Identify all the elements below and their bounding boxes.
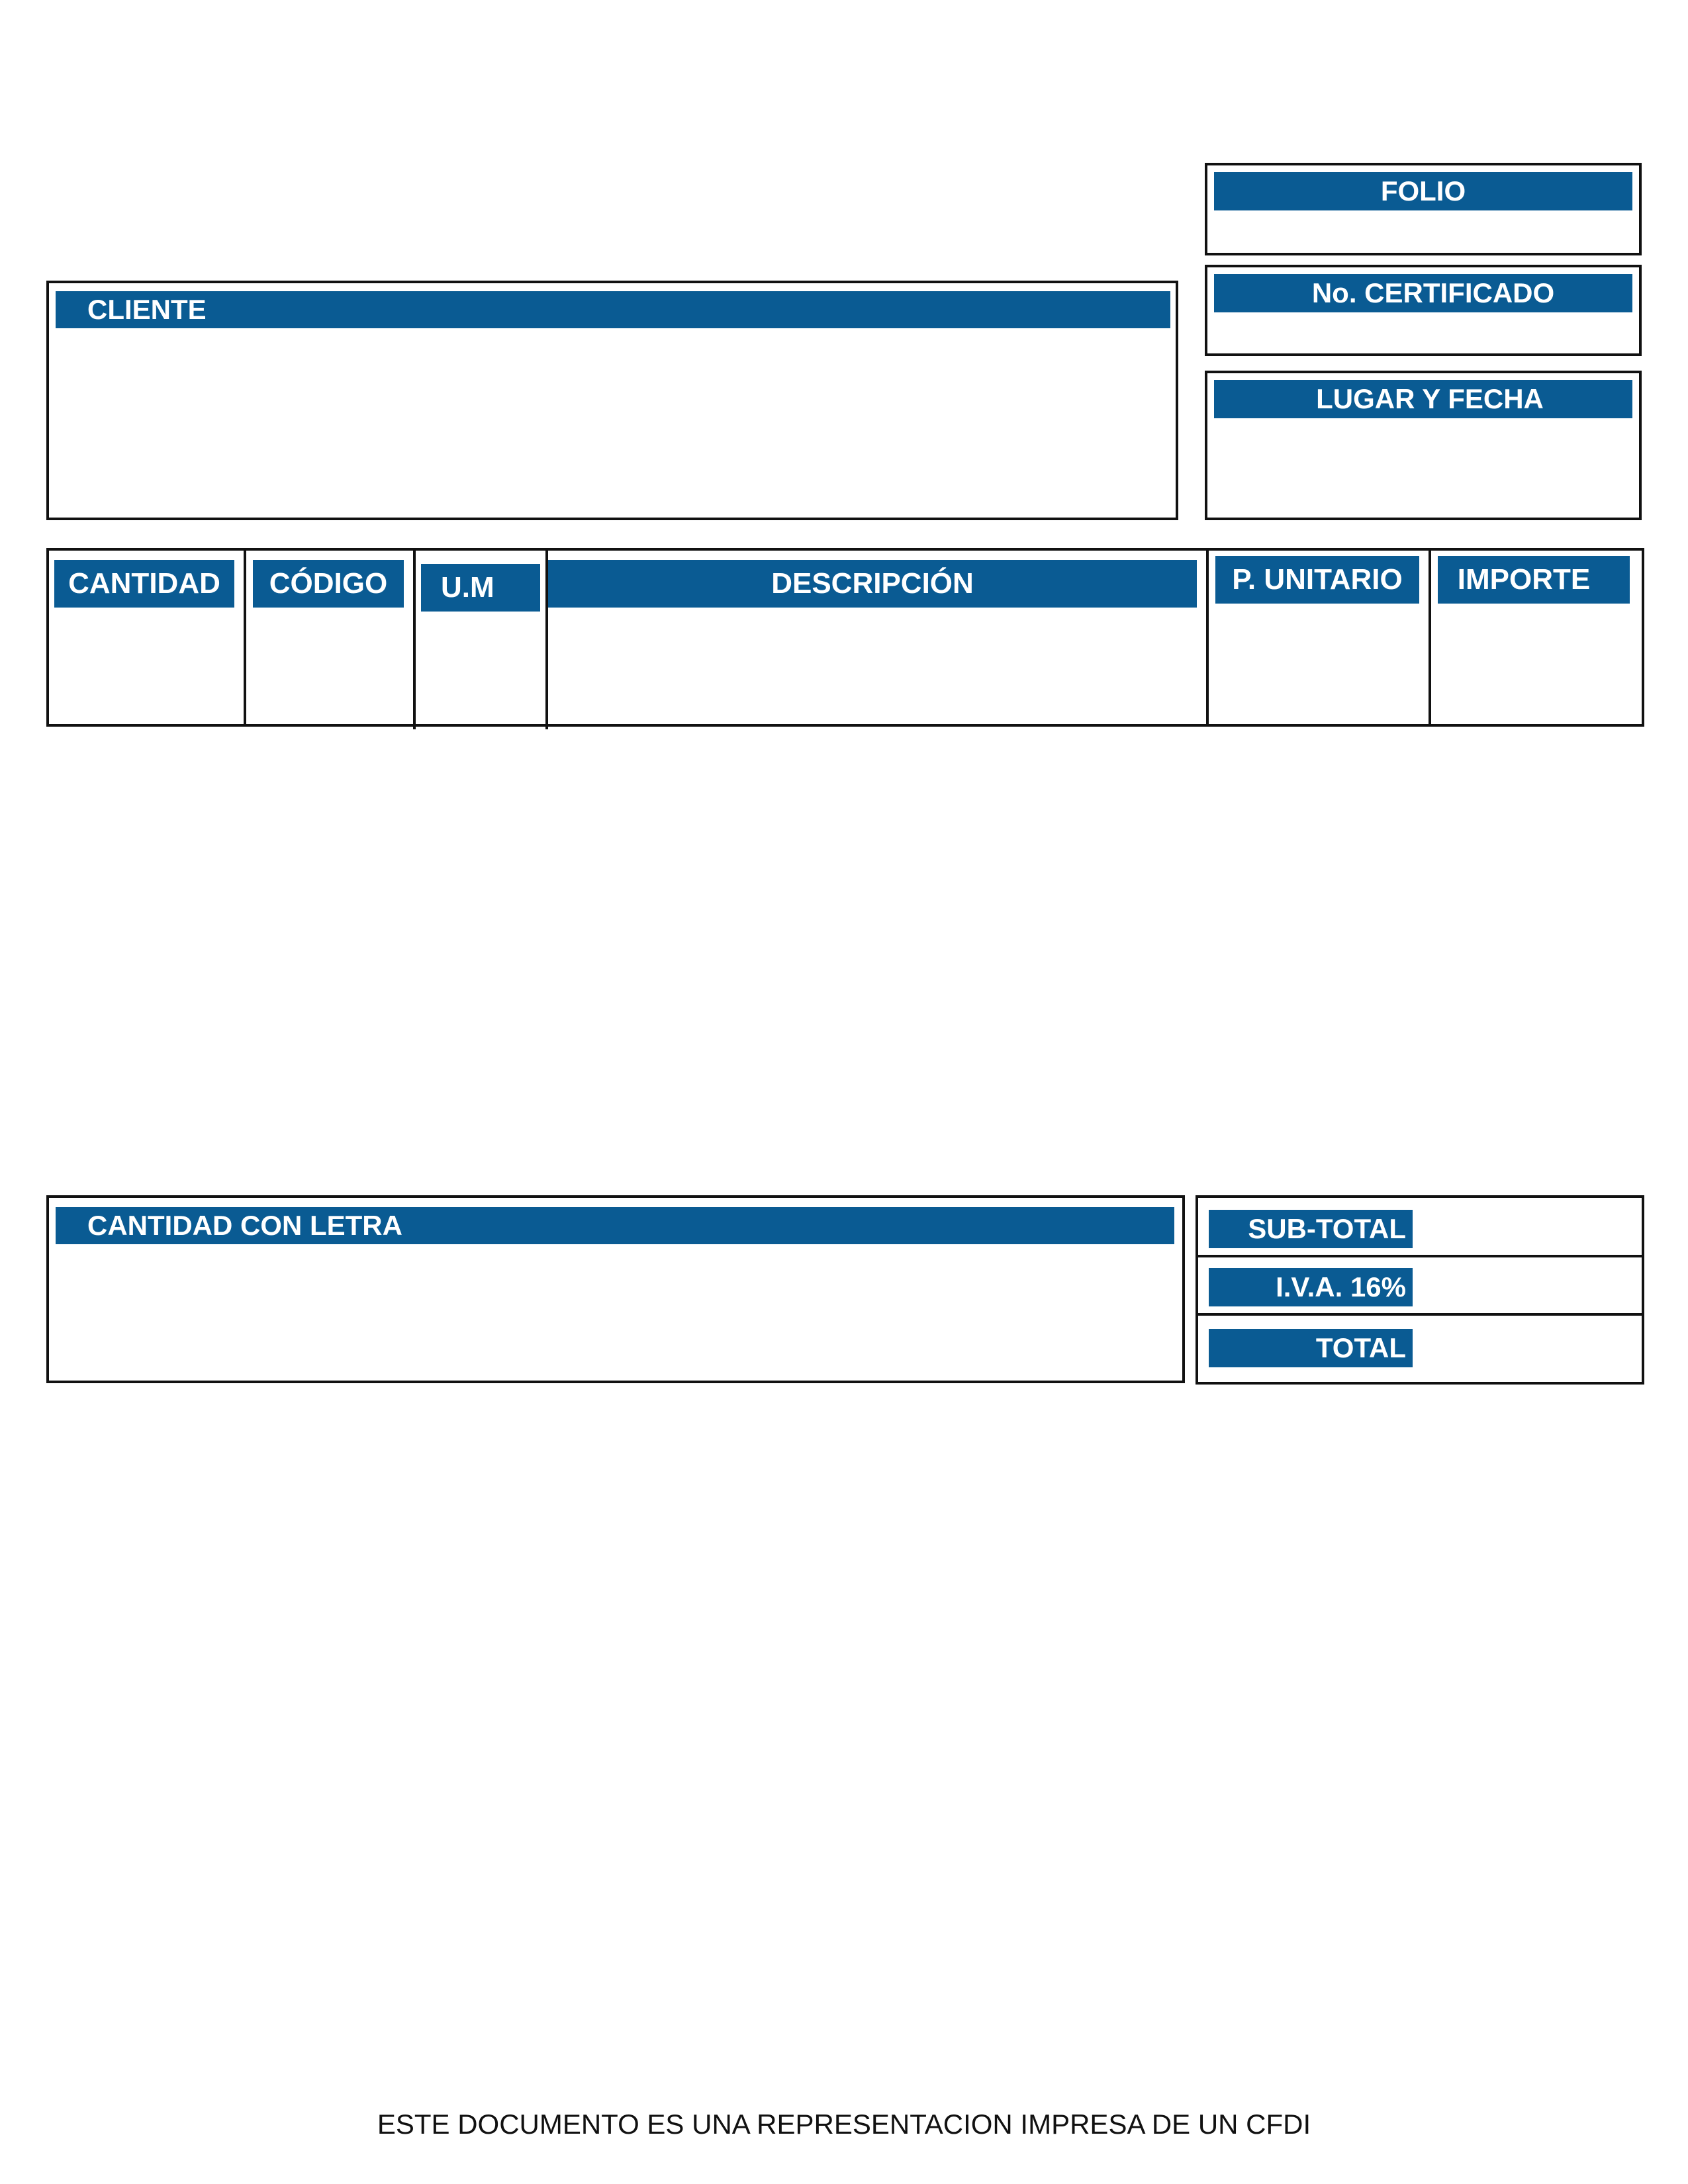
column-header-importe: IMPORTE <box>1438 556 1630 604</box>
total-label: TOTAL <box>1209 1329 1413 1367</box>
column-header-codigo: CÓDIGO <box>253 560 404 608</box>
column-header-p-unitario: P. UNITARIO <box>1215 556 1419 604</box>
column-header-cantidad: CANTIDAD <box>54 560 234 608</box>
iva-label: I.V.A. 16% <box>1209 1268 1413 1306</box>
lugar-fecha-box <box>1205 371 1642 520</box>
folio-label: FOLIO <box>1214 172 1632 210</box>
items-table <box>46 548 1644 727</box>
column-header-descripcion: DESCRIPCIÓN <box>548 560 1197 608</box>
cliente-box <box>46 281 1178 520</box>
column-divider <box>1429 548 1431 727</box>
certificado-box <box>1205 265 1642 356</box>
column-divider <box>413 548 416 729</box>
cliente-label: CLIENTE <box>56 291 1170 328</box>
totals-box <box>1196 1195 1644 1385</box>
lugar-fecha-label: LUGAR Y FECHA <box>1214 380 1632 418</box>
totals-divider <box>1198 1313 1642 1316</box>
cantidad-letra-label: CANTIDAD CON LETRA <box>56 1207 1174 1244</box>
totals-divider <box>1198 1255 1642 1257</box>
folio-box <box>1205 163 1642 255</box>
column-divider <box>244 548 246 727</box>
subtotal-label: SUB-TOTAL <box>1209 1210 1413 1248</box>
cantidad-letra-box <box>46 1195 1185 1383</box>
column-divider <box>1206 548 1209 727</box>
footer-cfdi-notice: ESTE DOCUMENTO ES UNA REPRESENTACION IMPRESA DE UN CFDI <box>377 2109 1311 2140</box>
column-header-um: U.M <box>421 564 540 612</box>
certificado-label: No. CERTIFICADO <box>1214 274 1632 312</box>
